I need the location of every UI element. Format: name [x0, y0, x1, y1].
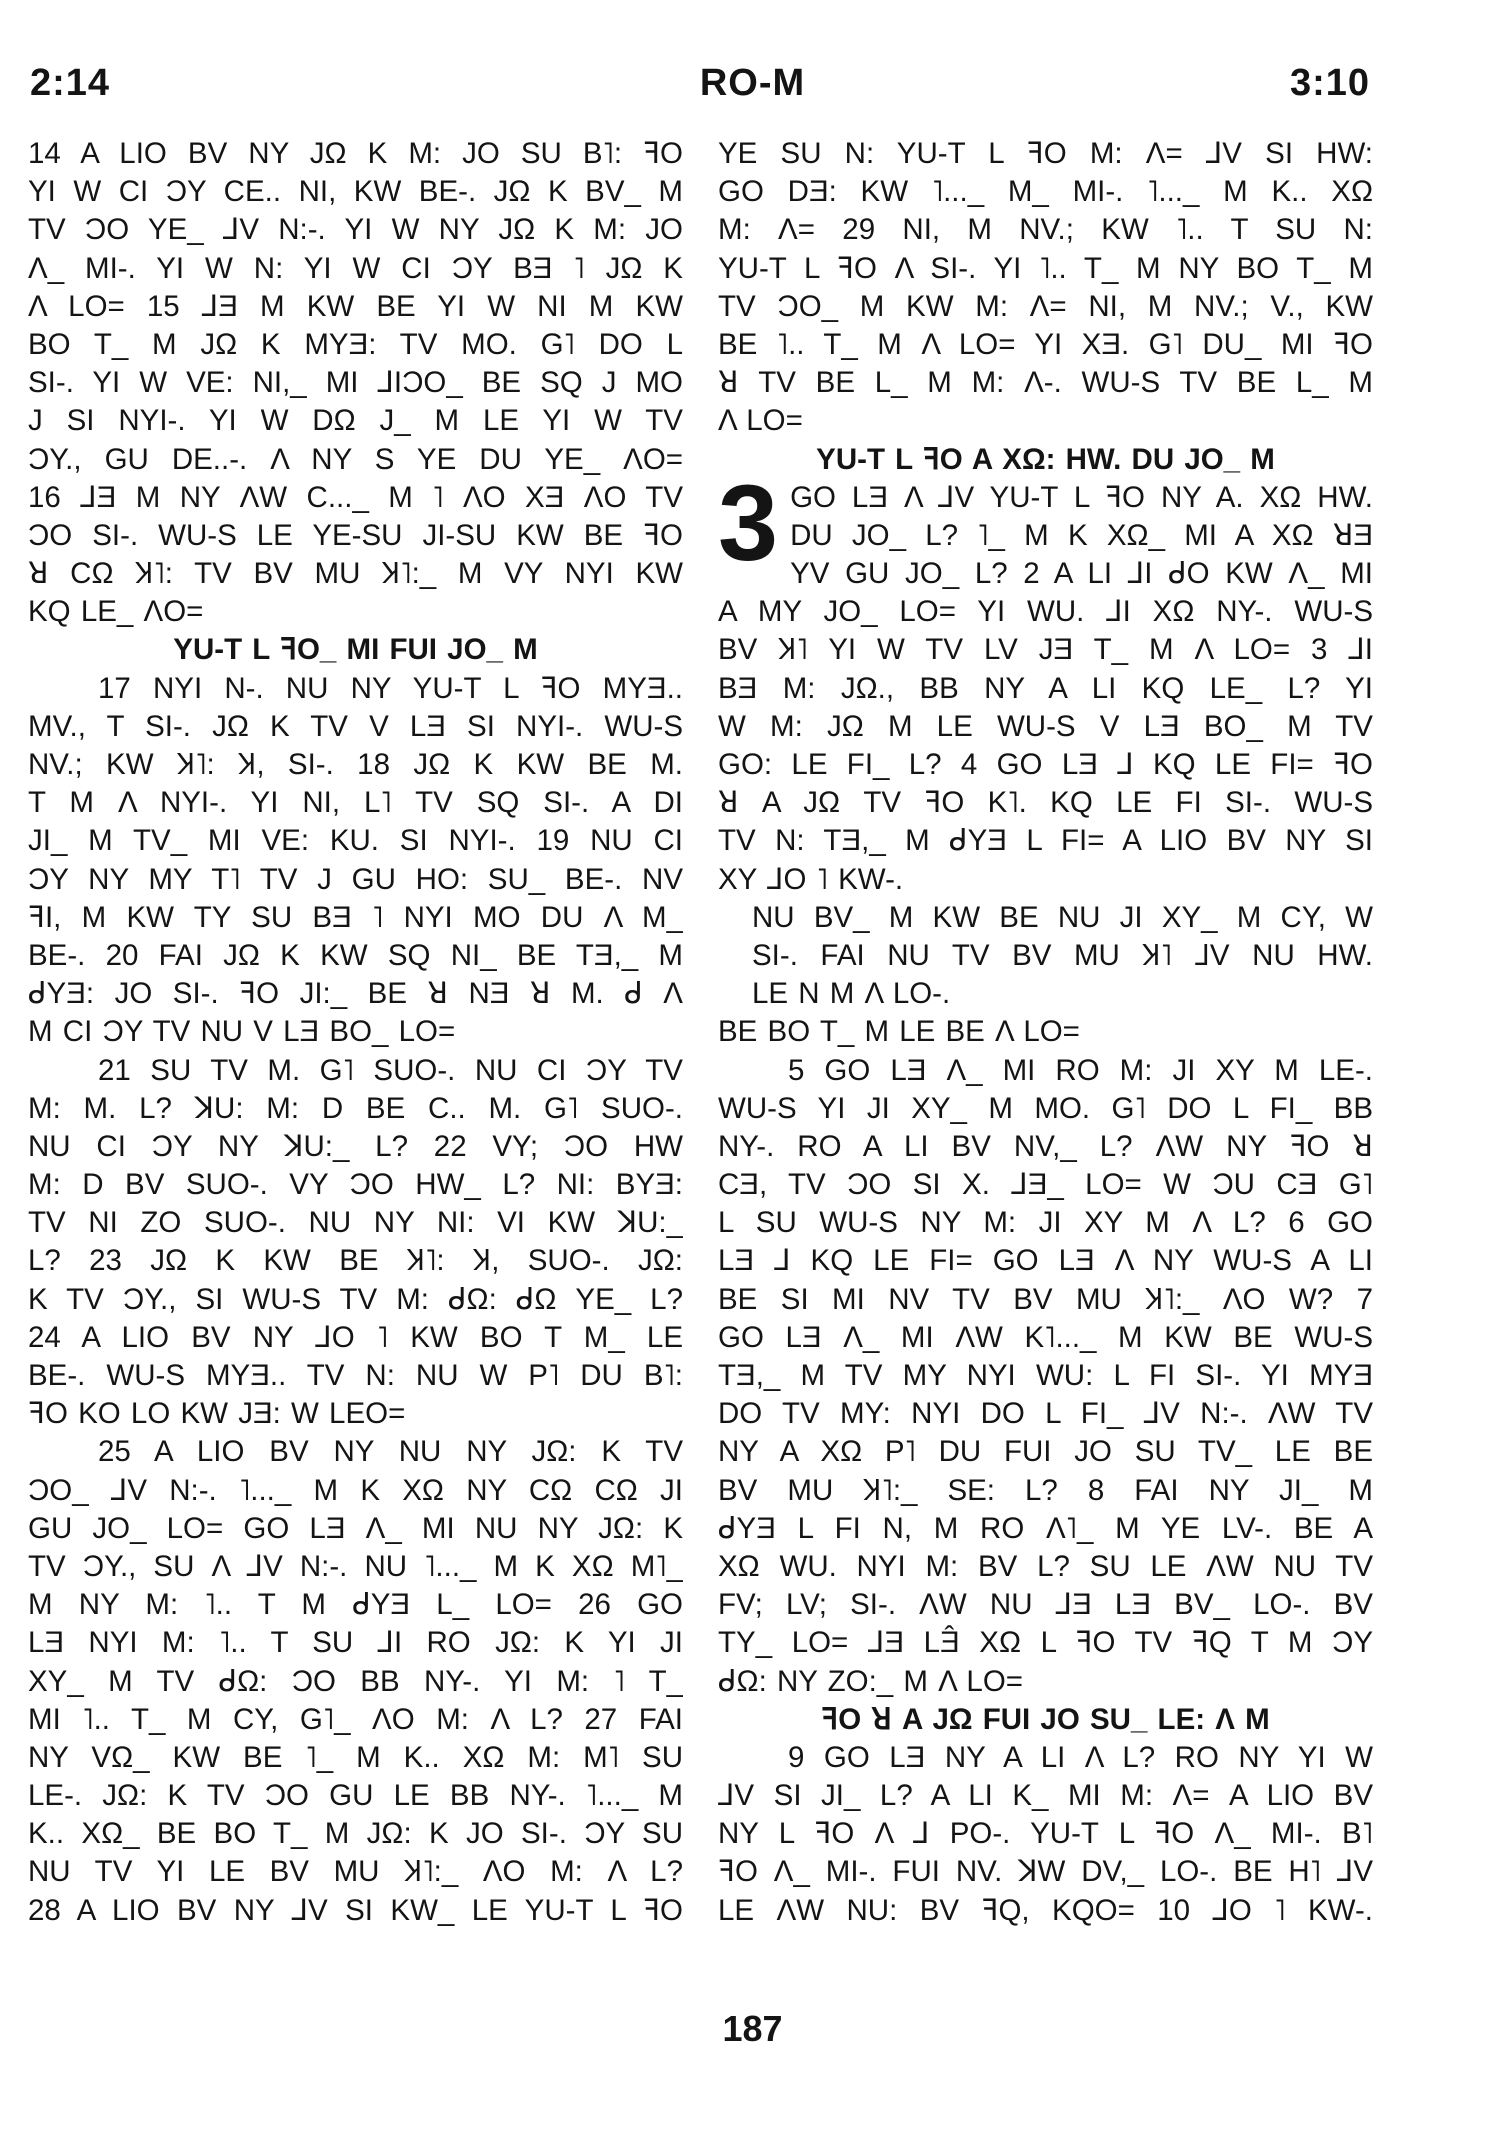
- text-line: GO LƎ Λ ⅃V YU-T L ꟻO NY A. XΩ HW.: [790, 480, 1373, 514]
- text-line: L SU WU-S NY M: JI XY M Λ L? 6 GO: [718, 1206, 1373, 1240]
- text-line: J SI NYI-. YI W DΩ J_ M LE YI W TV: [28, 404, 683, 438]
- text-line: ꓤ TV BE L_ M M: Λ-. WU-S TV BE L_ M: [718, 366, 1373, 400]
- text-line: MI ˥.. T_ M CY, G˥_ ΛO M: Λ L? 27 FAI: [28, 1702, 683, 1736]
- text-line: 24 A LIO BV NY ⅃O ˥ KW BO T M_ LE: [28, 1320, 683, 1354]
- text-line: GO DƎ: KW ˥..._ M_ MI-. ˥..._ M K.. XΩ: [718, 175, 1373, 209]
- text-line: Λ_ MI-. YI W N: YI W CI ƆY BƎ ˥ JΩ K: [28, 251, 683, 285]
- text-line: LE-. JΩ: K TV ƆO GU LE BB NY-. ˥..._ M: [28, 1779, 683, 1813]
- text-line: BƎ M: JΩ., BB NY A LI KQ LE_ L? YI: [718, 671, 1373, 705]
- text-line: 14 A LIO BV NY JΩ K M: JO SU B˥: ꟻO: [28, 137, 683, 170]
- section-heading: ꟻO ꓤ A JΩ FUI JO SU_ LE: Λ M: [821, 1702, 1270, 1736]
- text-line: TV N: TƎ,_ M ᑯYƎ L FI= A LIO BV NY SI: [718, 824, 1373, 858]
- text-line: 21 SU TV M. G˥ SUO-. NU CI ƆY TV: [98, 1053, 683, 1087]
- text-line: FV; LV; SI-. ΛW NU ⅃Ǝ LƎ BV_ LO-. BV: [718, 1588, 1373, 1622]
- text-line: GO LƎ Λ_ MI ΛW K˥..._ M KW BE WU-S: [718, 1320, 1373, 1354]
- left-paragraph-4: [28, 1433, 683, 1929]
- text-line: BV MU Ʞ˥:_ SE: L? 8 FAI NY JI_ M: [718, 1473, 1373, 1507]
- text-line: ᑯYƎ L FI N, M RO Λ˥_ M YE LV-. BE A: [718, 1511, 1373, 1545]
- text-line: MV., T SI-. JΩ K TV V LƎ SI NYI-. WU-S: [28, 709, 683, 743]
- page-number: 187: [722, 2008, 783, 2049]
- text-line: GO: LE FI_ L? 4 GO LƎ ⅃ KQ LE FI= ꟻO: [718, 748, 1373, 781]
- text-line: YU-T L ꟻO Λ SI-. YI ˥.. T_ M NY BO T_ M: [718, 251, 1373, 285]
- header-chapter-verse-end: 3:10: [1289, 62, 1370, 104]
- text-line: WU-S YI JI XY_ M MO. G˥ DO L FI_ BB: [718, 1091, 1373, 1125]
- text-line: ⅃V SI JI_ L? A LI K_ MI M: Λ= A LIO BV: [718, 1779, 1373, 1813]
- text-line: YV GU JO_ L? 2 A LI ⅃I ᑯO KW Λ_ MI: [790, 557, 1373, 591]
- chapter-number-dropcap: 3: [718, 461, 779, 583]
- text-line: M: Λ= 29 NI, M NV.; KW ˥.. T SU N:: [718, 213, 1373, 247]
- text-line: BE-. 20 FAI JΩ K KW SQ NI_ BE TƎ,_ M: [28, 938, 683, 972]
- text-line: JI_ M TV_ MI VE: KU. SI NYI-. 19 NU CI: [28, 824, 683, 858]
- left-paragraph-1: [28, 135, 683, 631]
- text-line: 25 A LIO BV NY NU NY JΩ: K TV: [98, 1435, 683, 1469]
- text-line: ᑯΩ: NY ZO:_ M Λ LO=: [718, 1664, 1024, 1698]
- text-line: BE-. WU-S MYƎ.. TV N: NU W P˥ DU B˥:: [28, 1359, 683, 1392]
- text-line: NY A XΩ P˥ DU FUI JO SU TV_ LE BE: [718, 1435, 1373, 1469]
- header-book-title: RO-M: [699, 62, 806, 104]
- left-paragraph-3: [28, 1052, 683, 1434]
- text-line: Λ LO=: [718, 404, 803, 438]
- text-line: LƎ ⅃ KQ LE FI= GO LƎ Λ NY WU-S A LI: [718, 1244, 1373, 1278]
- text-line: K TV ƆY., SI WU-S TV M: ᑯΩ: ᑯΩ YE_ L?: [28, 1282, 683, 1316]
- text-line: 28 A LIO BV NY ⅃V SI KW_ LE YU-T L ꟻO: [28, 1893, 683, 1927]
- text-line: ƆY NY MY T˥ TV J GU HO: SU_ BE-. NV: [28, 862, 683, 896]
- text-line: SI-. FAI NU TV BV MU Ʞ˥ ⅃V NU HW.: [752, 938, 1373, 972]
- text-line: ꟻO Λ_ MI-. FUI NV. ꓘW DV,_ LO-. BE H˥ ⅃V: [718, 1855, 1373, 1889]
- text-line: LƎ NYI M: ˥.. T SU ⅃I RO JΩ: K YI JI: [28, 1626, 683, 1660]
- text-line: M NY M: ˥.. T M ᑯYƎ L_ LO= 26 GO: [28, 1588, 683, 1622]
- text-line: ꓤ CΩ Ʞ˥: TV BV MU Ʞ˥:_ M VY NYI KW: [28, 557, 683, 591]
- text-line: BE BO T_ M LE BE Λ LO=: [718, 1015, 1080, 1049]
- chapter-3-opening: [718, 461, 1373, 899]
- text-line: LE ΛW NU: BV ꟻQ, KQO= 10 ⅃O ˥ KW-.: [718, 1893, 1373, 1927]
- section-heading: YU-T L ꟻO_ MI FUI JO_ M: [173, 633, 538, 667]
- left-text-column: [28, 135, 683, 1930]
- text-line: BE ˥.. T_ M Λ LO= YI XƎ. G˥ DU_ MI ꟻO: [718, 327, 1373, 361]
- text-line: NV.; KW Ʞ˥: Ʞ, SI-. 18 JΩ K KW BE M.: [28, 748, 683, 781]
- text-line: KQ LE_ ΛO=: [28, 595, 204, 629]
- text-line: ƆY., GU DE..-. Λ NY S YE DU YE_ ΛO=: [28, 442, 683, 476]
- text-line: TV ƆO_ M KW M: Λ= NI, M NV.; V., KW: [718, 289, 1373, 323]
- header-chapter-verse-start: 2:14: [30, 62, 111, 104]
- text-line: LE N M Λ LO-.: [752, 977, 951, 1011]
- text-line: A MY JO_ LO= YI WU. ⅃I XΩ NY-. WU-S: [718, 595, 1373, 629]
- text-line: YI W CI ƆY CE.. NI, KW BE-. JΩ K BV_ M: [28, 175, 683, 209]
- right-paragraph-5: [718, 1052, 1373, 1701]
- text-line: 17 NYI N-. NU NY YU-T L ꟻO MYƎ..: [98, 671, 683, 705]
- text-line: ƆO SI-. WU-S LE YE-SU JI-SU KW BE ꟻO: [28, 518, 683, 552]
- text-line: ꟻI, M KW TY SU BƎ ˥ NYI MO DU Λ M_: [28, 900, 683, 934]
- text-line: YE SU N: YU-T L ꟻO M: Λ= ⅃V SI HW:: [718, 137, 1373, 170]
- text-line: DU JO_ L? ˥_ M K XΩ_ MI A XΩ ꓤƎ: [790, 518, 1373, 552]
- text-line: NY VΩ_ KW BE ˥_ M K.. XΩ M: M˥ SU: [28, 1740, 683, 1774]
- text-line: NY L ꟻO Λ ⅃ PO-. YU-T L ꟻO Λ_ MI-. B˥: [718, 1817, 1373, 1851]
- text-line: TV ƆO YE_ ⅃V N:-. YI W NY JΩ K M: JO: [28, 213, 683, 247]
- text-line: ꓤ A JΩ TV ꟻO K˥. KQ LE FI SI-. WU-S: [718, 786, 1373, 820]
- text-line: NY-. RO A LI BV NV,_ L? ΛW NY ꟻO ꓤ: [718, 1129, 1373, 1163]
- text-line: NU TV YI LE BV MU Ʞ˥:_ ΛO M: Λ L?: [28, 1855, 683, 1889]
- text-line: ƆO_ ⅃V N:-. ˥..._ M K XΩ NY CΩ CΩ JI: [28, 1473, 683, 1507]
- text-line: BV Ʞ˥ YI W TV LV JƎ T_ M Λ LO= 3 ⅃I: [718, 633, 1373, 667]
- text-line: GU JO_ LO= GO LƎ Λ_ MI NU NY JΩ: K: [28, 1511, 683, 1545]
- text-line: Λ LO= 15 ⅃Ǝ M KW BE YI W NI M KW: [28, 289, 683, 323]
- text-line: TY_ LO= ⅃Ǝ LƎ̂ XΩ L ꟻO TV ꟻQ T M ƆY: [718, 1626, 1373, 1660]
- text-line: XY ⅃O ˥ KW-.: [718, 862, 904, 896]
- text-line: XΩ WU. NYI M: BV L? SU LE ΛW NU TV: [718, 1549, 1373, 1583]
- text-line: 9 GO LƎ NY A LI Λ L? RO NY YI W: [788, 1740, 1373, 1774]
- text-line: TV NI ZO SUO-. NU NY NI: VI KW ꓘU:_: [28, 1206, 683, 1240]
- text-line: L? 23 JΩ K KW BE Ʞ˥: Ʞ, SUO-. JΩ:: [28, 1244, 683, 1278]
- text-line: T M Λ NYI-. YI NI, L˥ TV SQ SI-. A DI: [28, 786, 683, 820]
- text-line: M: M. L? ꓘU: M: D BE C.. M. G˥ SUO-.: [28, 1091, 683, 1125]
- text-line: 5 GO LƎ Λ_ MI RO M: JI XY M LE-.: [788, 1053, 1373, 1087]
- text-line: TƎ,_ M TV MY NYI WU: L FI SI-. YI MYƎ: [718, 1359, 1373, 1392]
- text-line: DO TV MY: NYI DO L FI_ ⅃V N:-. ΛW TV: [718, 1397, 1373, 1431]
- text-line: ꟻO KO LO KW JƎ: W LEO=: [28, 1397, 406, 1431]
- text-line: BO T_ M JΩ K MYƎ: TV MO. G˥ DO L: [28, 327, 683, 361]
- text-line: W M: JΩ M LE WU-S V LƎ BO_ M TV: [718, 709, 1373, 743]
- text-line: XY_ M TV ᑯΩ: ƆO BB NY-. YI M: ˥ T_: [28, 1664, 683, 1698]
- text-line: K.. XΩ_ BE BO T_ M JΩ: K JO SI-. ƆY SU: [28, 1817, 683, 1851]
- text-line: NU BV_ M KW BE NU JI XY_ M CY, W: [752, 900, 1373, 934]
- right-text-column: [718, 135, 1373, 1930]
- right-paragraph-6: [718, 1739, 1373, 1930]
- quoted-passage: [718, 899, 1373, 1014]
- text-line: 16 ⅃Ǝ M NY ΛW C..._ M ˥ ΛO XƎ ΛO TV: [28, 480, 683, 514]
- left-paragraph-2: [28, 670, 683, 1052]
- text-line: NU CI ƆY NY ꓘU:_ L? 22 VY; ƆO HW: [28, 1129, 683, 1163]
- text-line: CƎ, TV ƆO SI X. ⅃Ǝ_ LO= W ƆU CƎ G˥: [718, 1168, 1373, 1202]
- section-heading: YU-T L ꟻO A XΩ: HW. DU JO_ M: [816, 442, 1275, 476]
- text-line: M CI ƆY TV NU V LƎ BO_ LO=: [28, 1015, 456, 1049]
- text-line: TV ƆY., SU Λ ⅃V N:-. NU ˥..._ M K XΩ M˥_: [28, 1549, 683, 1583]
- right-paragraph-1: [718, 135, 1373, 441]
- text-line: ᑯYƎ: JO SI-. ꟻO JI:_ BE ꓤ NƎ ꓤ M. ᑯ Λ: [28, 977, 683, 1011]
- text-line: BE SI MI NV TV BV MU Ʞ˥:_ ΛO W? 7: [718, 1282, 1373, 1316]
- text-line: SI-. YI W VE: NI,_ MI ⅃IƆO_ BE SQ J MO: [28, 366, 683, 400]
- text-line: M: D BV SUO-. VY ƆO HW_ L? NI: BYƎ:: [28, 1168, 683, 1202]
